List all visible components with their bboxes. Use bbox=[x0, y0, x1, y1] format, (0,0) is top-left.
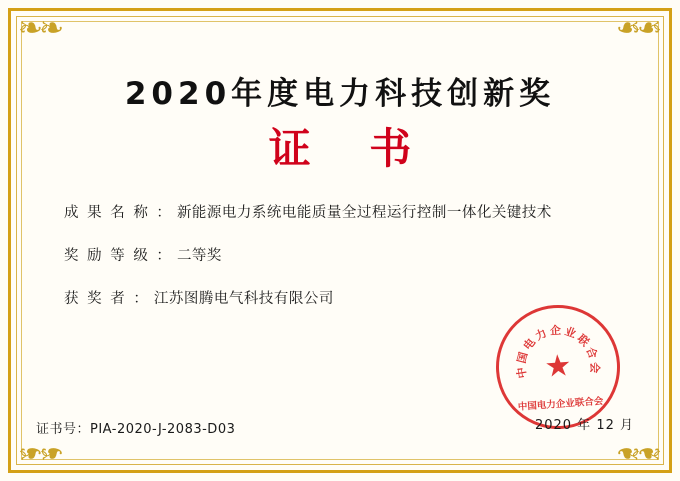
field-label-awardee: 获 奖 者 ： bbox=[64, 291, 150, 307]
corner-ornament-bottom-right-icon: ❧❧ bbox=[619, 436, 663, 469]
seal-arc-text: 中 国 电 力 企 业 联 合 会 bbox=[514, 323, 602, 380]
field-achievement-name bbox=[64, 201, 646, 222]
field-value-awardee: 江苏图腾电气科技有限公司 bbox=[153, 291, 334, 307]
certificate-subtitle: 证 书 bbox=[268, 124, 434, 173]
certificate-fields bbox=[34, 201, 646, 308]
certificate-title: 2020年度电力科技创新奖 bbox=[124, 76, 556, 112]
seal-star-icon: ★ bbox=[543, 349, 573, 384]
corner-ornament-top-right-icon: ❧❧ bbox=[619, 12, 663, 45]
corner-ornament-top-left-icon: ❧❧ bbox=[17, 12, 61, 45]
field-value-achievement-name: 新能源电力系统电能质量全过程运行控制一体化关键技术 bbox=[176, 205, 552, 221]
field-label-achievement-name: 成 果 名 称 ： bbox=[64, 205, 173, 221]
field-value-award-level: 二等奖 bbox=[176, 248, 222, 264]
field-label-award-level: 奖 励 等 级 ： bbox=[64, 248, 173, 264]
certificate-number: 证书号：PIA-2020-J-2083-D03 bbox=[36, 422, 236, 437]
field-award-level bbox=[64, 244, 646, 265]
issue-date: 2020 年 12 月 bbox=[534, 418, 634, 433]
seal-bottom-text: 中国电力企业联合会 bbox=[517, 395, 604, 413]
corner-ornament-bottom-left-icon: ❧❧ bbox=[17, 436, 61, 469]
